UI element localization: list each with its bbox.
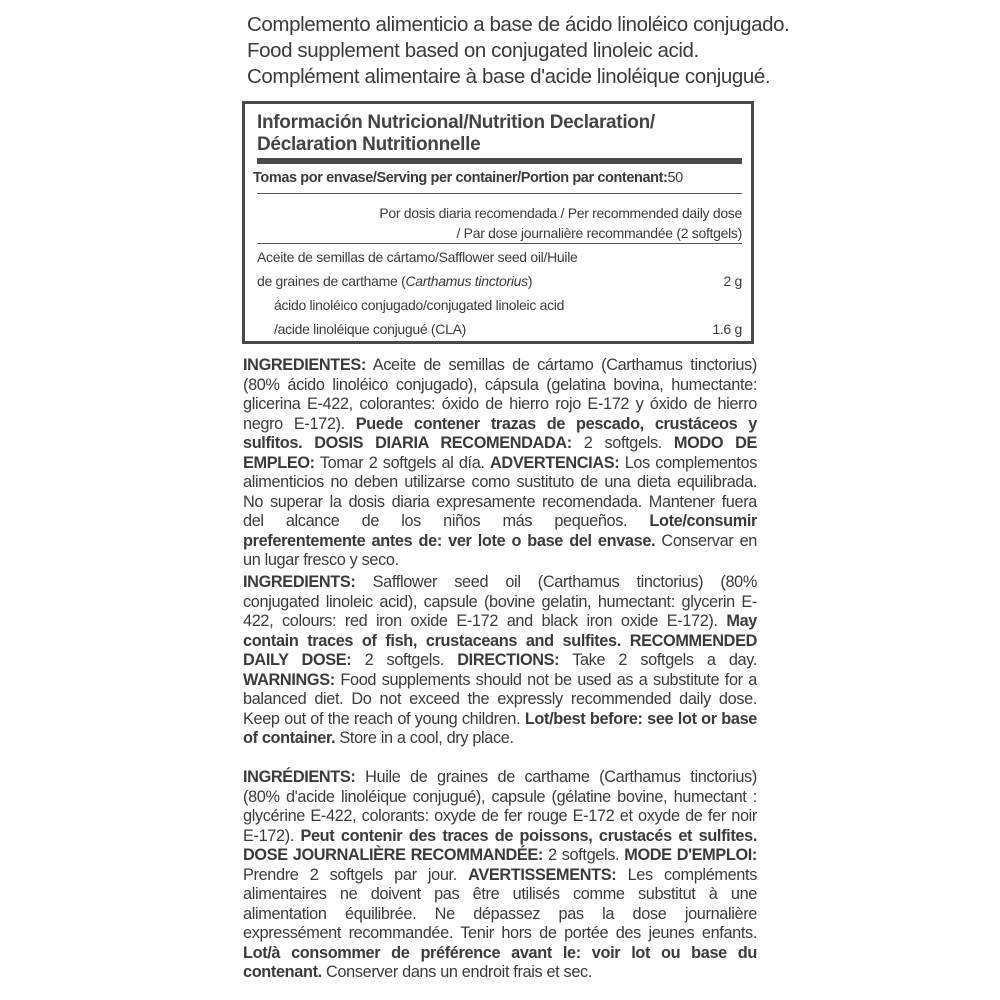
en-warnings-text: Food supplements should not be used as a substitute for a balanced diet. Do not exceed the expressly recommended daily dose. Keep out of the reach of young children. bbox=[243, 670, 757, 728]
es-warnings-heading: ADVERTENCIAS: bbox=[490, 453, 620, 472]
es-warnings-text: Los complementos alimenticios no deben utilizarse como sustituto de una dieta equilibrada. No superar la dosis diaria expresamente recomendada. Mantener fuera del alcance de los niños más pequeños. bbox=[243, 453, 757, 530]
fr-directions-heading: MODE D'EMPLOI: bbox=[624, 846, 758, 864]
en-ingredients-text: Safflower seed oil (Carthamus tinctorius) (80% conjugated linoleic acid), capsule (bovine gelatin, humectant: glycerin E-422, colours: red iron oxide E-172 and black iron oxide E-172). bbox=[243, 573, 757, 630]
fr-ingredients-heading: INGRÉDIENTS: bbox=[243, 768, 356, 786]
en-dose-heading: RECOMMENDED DAILY DOSE: bbox=[243, 631, 758, 669]
es-ingredients-heading: INGREDIENTES: bbox=[243, 356, 366, 374]
nutrient-row-safflower-oil bbox=[257, 246, 742, 294]
en-directions-heading: DIRECTIONS: bbox=[457, 651, 560, 669]
per-dose-line-2: / Par dose journalière recommandée (2 softgels) bbox=[456, 225, 742, 241]
safflower-oil-name-line-1: Aceite de semillas de cártamo/Safflower seed oil/Huile bbox=[257, 249, 578, 265]
safflower-oil-amount: 2 g bbox=[723, 273, 742, 289]
en-allergen-notice: May contain traces of fish, crustaceans and sulfites. bbox=[243, 612, 757, 650]
english-ingredients-block bbox=[243, 573, 757, 749]
safflower-oil-name-line-2 bbox=[257, 270, 532, 293]
nutrition-table-title bbox=[257, 112, 655, 156]
en-storage-text: Store in a cool, dry place. bbox=[335, 729, 514, 747]
description-en: Food supplement based on conjugated linoleic acid. bbox=[247, 39, 699, 62]
en-lot-notice: Lot/best before: see lot or base of container. bbox=[243, 709, 757, 747]
cla-name-line-1: ácido linoléico conjugado/conjugated linoleic acid bbox=[274, 297, 565, 313]
per-dose-header bbox=[322, 203, 742, 243]
cla-name-line-2: /acide linoléique conjugué (CLA) bbox=[274, 321, 466, 337]
fr-dose-heading: DOSE JOURNALIÈRE RECOMMANDÉE: bbox=[243, 846, 543, 864]
es-ingredients-text: Aceite de semillas de cártamo (Carthamus tinctorius) (80% ácido linoléico conjugado), cápsula (gelatina bovina, humectante: glicerina E-422, colorantes: óxido de hierro rojo E-172 y óxido de hierro negro E-172). bbox=[243, 356, 757, 433]
fr-lot-notice: Lot/à consommer de préférence avant le: voir lot ou base du contenant. bbox=[243, 943, 757, 981]
product-description bbox=[247, 12, 967, 90]
es-dose-text: 2 softgels. bbox=[571, 434, 674, 452]
per-dose-line-1: Por dosis diaria recomendada / Per recommended daily dose bbox=[379, 205, 742, 221]
es-storage-text: Conservar en un lugar fresco y seco. bbox=[243, 531, 757, 569]
nutrient-row-cla bbox=[257, 294, 742, 342]
description-fr: Complément alimentaire à base d'acide linoléique conjugué. bbox=[247, 65, 771, 88]
fr-warnings-text: Les compléments alimentaires ne doivent pas être utilisés comme substitut à une alimentation équilibrée. Ne dépassez pas la dose journalière expressément recommandée. Tenir hors de portée des jeunes enfants. bbox=[243, 865, 757, 942]
es-dose-heading: DOSIS DIARIA RECOMENDADA: bbox=[302, 434, 572, 452]
thin-divider bbox=[257, 243, 742, 244]
nutrition-title-line-1: Información Nutricional/Nutrition Declaration/ bbox=[257, 112, 655, 133]
en-warnings-heading: WARNINGS: bbox=[243, 670, 335, 689]
servings-label: Tomas por envase/Serving per container/Portion par contenant: bbox=[253, 170, 668, 186]
description-es: Complemento alimenticio a base de ácido linoléico conjugado. bbox=[247, 13, 790, 36]
cla-amount: 1.6 g bbox=[712, 321, 742, 337]
fr-dose-text: 2 softgels. bbox=[543, 846, 625, 864]
fr-warnings-heading: AVERTISSEMENTS: bbox=[468, 865, 617, 884]
servings-per-container bbox=[253, 168, 746, 188]
thin-divider bbox=[257, 193, 742, 194]
en-directions-text: Take 2 softgels a day. bbox=[559, 651, 758, 669]
es-allergen-notice: Puede contener trazas de pescado, crustáceos y sulfitos. bbox=[243, 414, 757, 452]
french-ingredients-block bbox=[243, 768, 757, 983]
latin-name-close: ) bbox=[527, 273, 533, 289]
spanish-ingredients-block bbox=[243, 356, 757, 571]
nutrition-title-line-2: Déclaration Nutritionnelle bbox=[257, 134, 481, 155]
en-ingredients-heading: INGREDIENTS: bbox=[243, 573, 356, 591]
thick-divider bbox=[257, 158, 742, 164]
fr-ingredients-text: Huile de graines de carthame (Carthamus tinctorius) (80% d'acide linoléique conjugué), capsule (gélatine bovine, humectant : glycérine E-422, colorants: oxyde de fer rouge E-172 et oxyde de fer noir E-172). bbox=[243, 768, 757, 845]
es-directions-text: Tomar 2 softgels al día. bbox=[314, 453, 490, 472]
fr-storage-text: Conserver dans un endroit frais et sec. bbox=[321, 963, 592, 981]
safflower-oil-fr-name: de graines de carthame ( bbox=[257, 273, 406, 289]
servings-value: 50 bbox=[667, 170, 683, 186]
latin-name: Carthamus tinctorius bbox=[405, 273, 528, 289]
fr-directions-text: Prendre 2 softgels par jour. bbox=[243, 865, 469, 884]
es-directions-heading: MODO DE EMPLEO: bbox=[243, 434, 757, 472]
fr-allergen-notice: Peut contenir des traces de poissons, crustacés et sulfites. bbox=[300, 826, 757, 845]
en-dose-text: 2 softgels. bbox=[351, 651, 458, 669]
nutrition-declaration-table bbox=[242, 101, 754, 344]
es-lot-notice: Lote/consumir preferentemente antes de: ver lote o base del envase. bbox=[243, 512, 757, 550]
